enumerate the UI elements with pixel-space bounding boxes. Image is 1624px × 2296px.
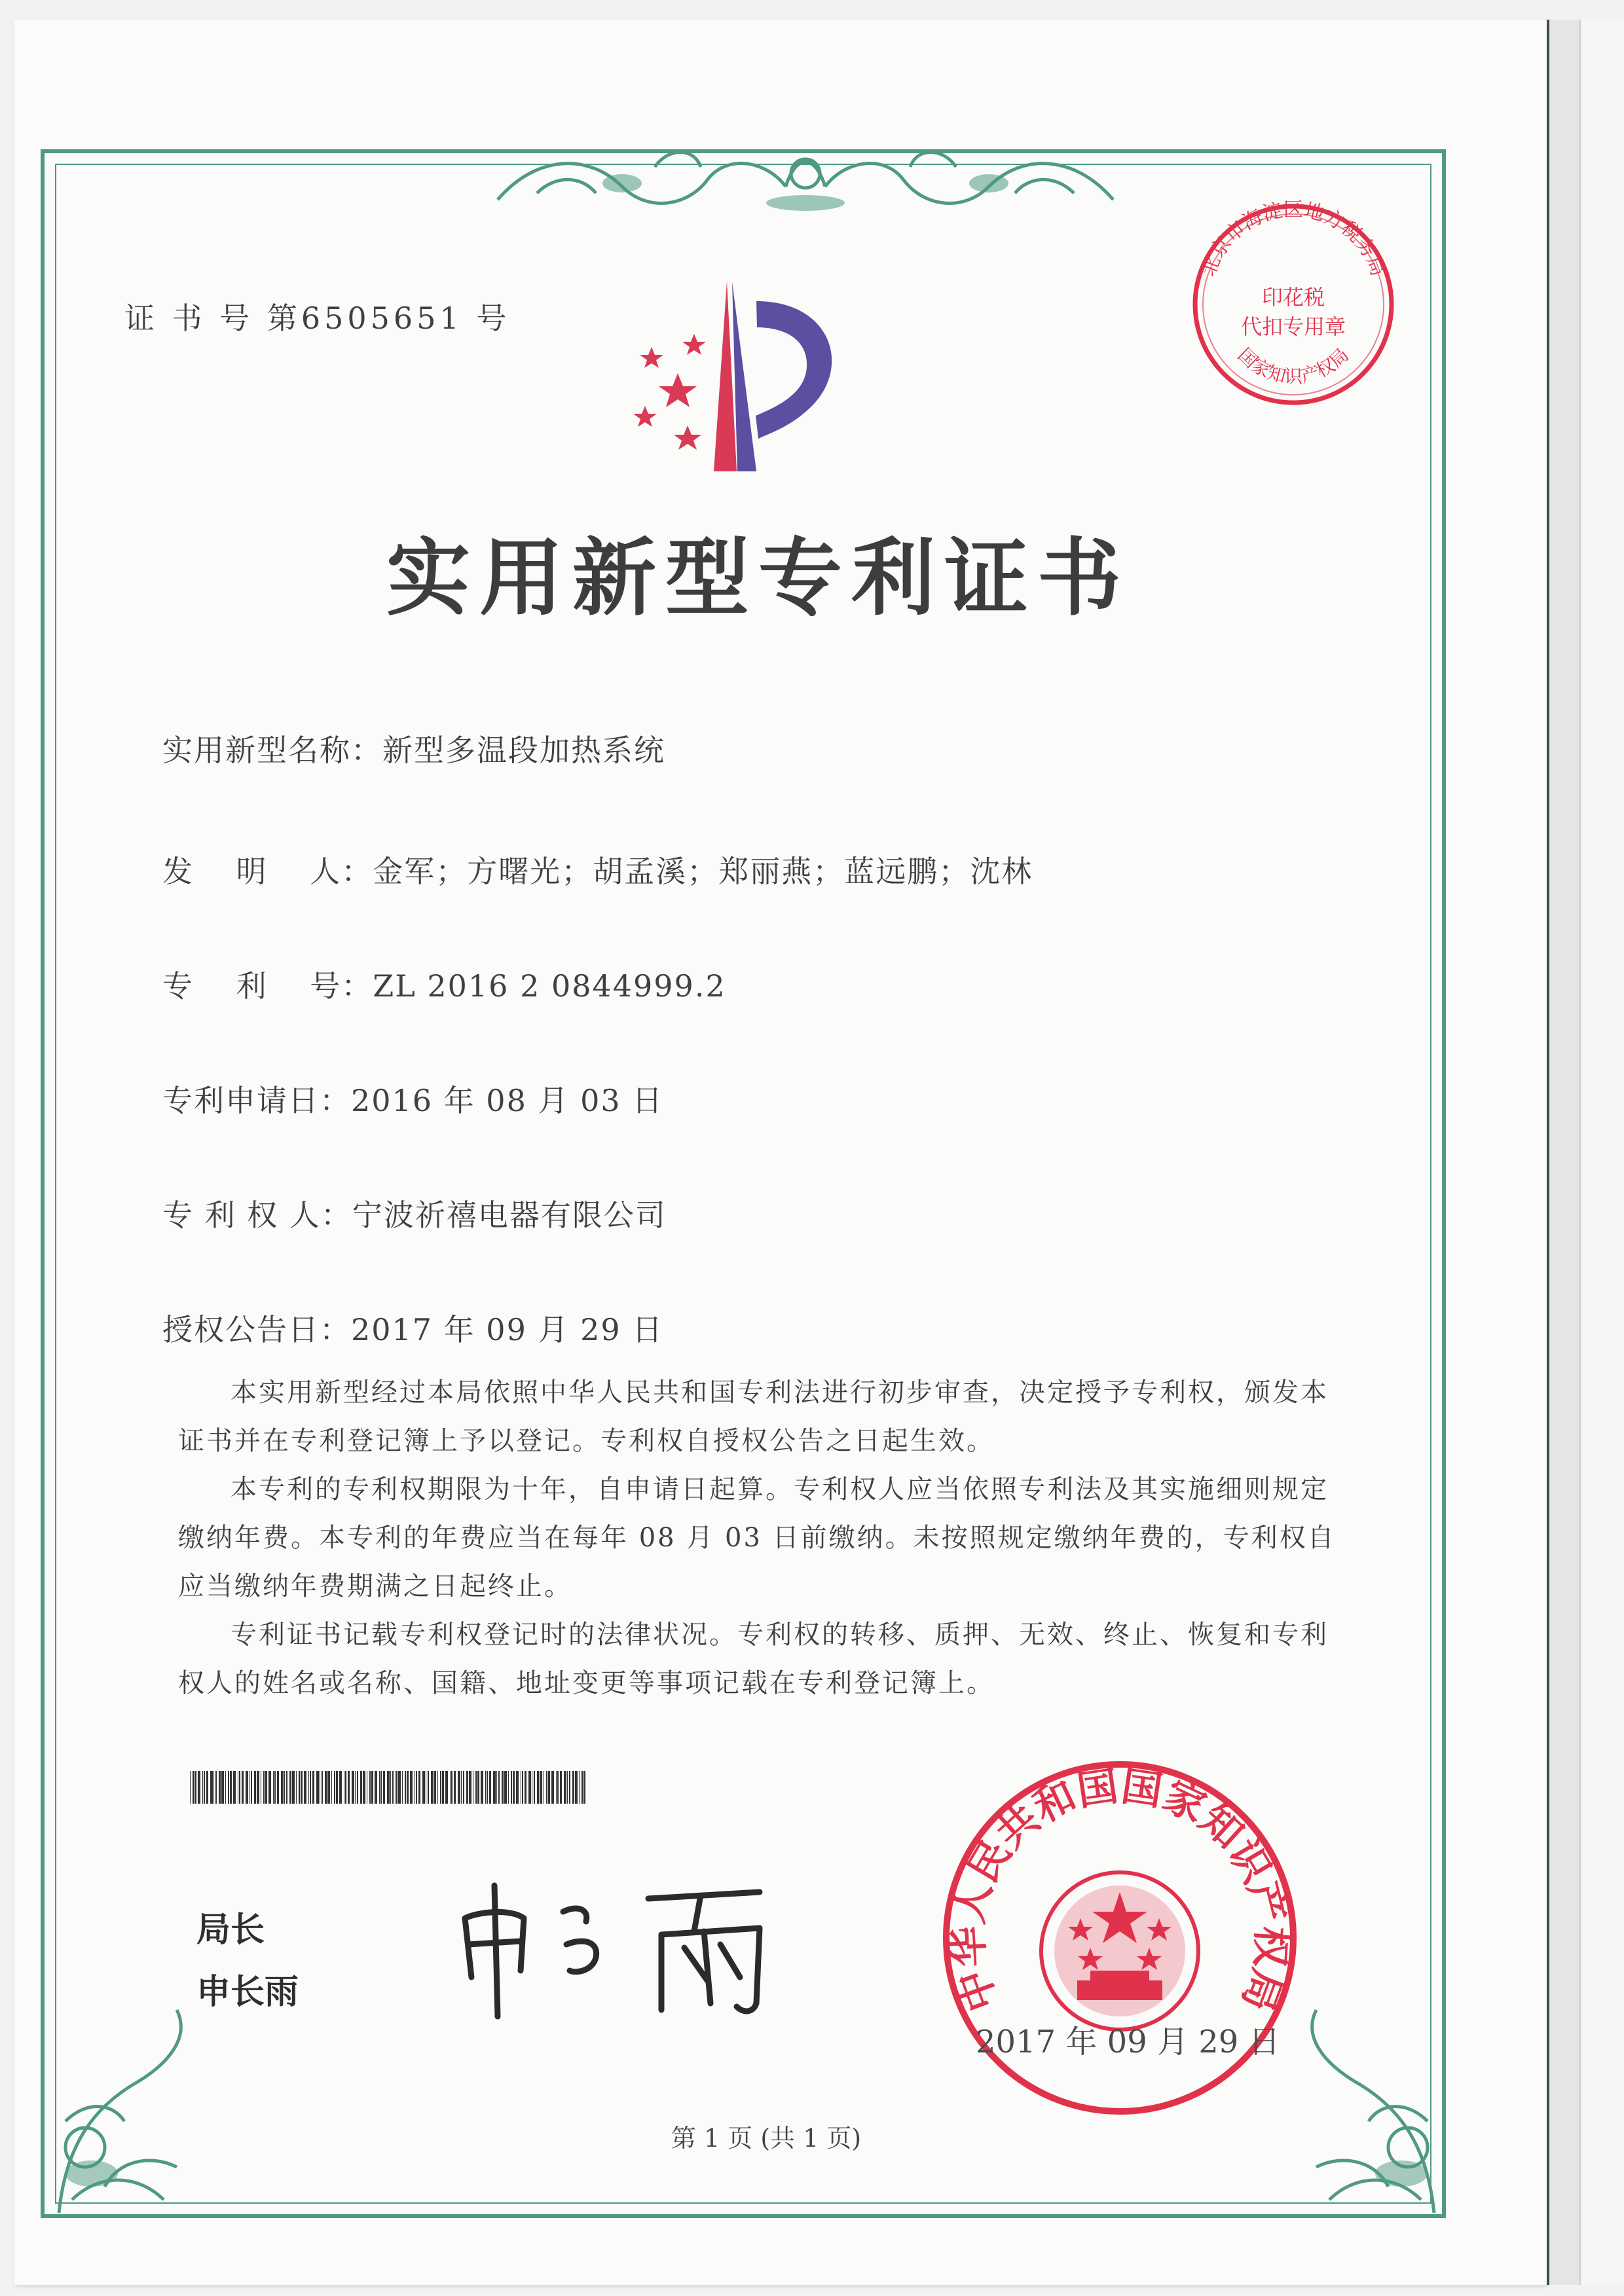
field-label: 专 利 号： bbox=[162, 968, 373, 1004]
director-name: 申长雨 bbox=[196, 1973, 299, 2012]
field-value: 2016 年 08 月 03 日 bbox=[351, 1083, 664, 1118]
barcode-bar bbox=[352, 1771, 354, 1804]
barcode-bar bbox=[511, 1771, 512, 1804]
body-paragraph: 本专利的专利权期限为十年，自申请日起算。专利权人应当依照专利法及其实施细则规定缴纳年费。本专利的年费应当在每年 08 月 03 日前缴纳。未按照规定缴纳年费的，专利权自应当缴纳年费期满之日起终止。 bbox=[178, 1474, 1336, 1601]
field-label: 专 利 权 人： bbox=[162, 1197, 352, 1233]
barcode-bar bbox=[221, 1771, 224, 1804]
barcode-bar bbox=[487, 1771, 488, 1804]
barcode-bar bbox=[194, 1771, 196, 1804]
field-label: 授权公告日： bbox=[162, 1312, 351, 1347]
barcode-bar bbox=[230, 1771, 232, 1804]
barcode-bar bbox=[442, 1771, 444, 1804]
field-patentee bbox=[162, 1192, 667, 1235]
barcode-bar bbox=[357, 1771, 358, 1804]
barcode-bar bbox=[380, 1771, 382, 1804]
barcode-bar bbox=[239, 1771, 240, 1804]
barcode-bar bbox=[477, 1771, 479, 1804]
barcode-bar bbox=[466, 1771, 468, 1804]
page-title: 实用新型专利证书 bbox=[386, 529, 1131, 627]
barcode bbox=[190, 1771, 589, 1804]
svg-text:国家知识产权局 bbox=[1234, 344, 1353, 387]
barcode-bar bbox=[502, 1771, 504, 1804]
barcode-bar bbox=[193, 1771, 194, 1804]
barcode-bar bbox=[513, 1771, 515, 1804]
barcode-bar bbox=[557, 1771, 559, 1804]
barcode-bar bbox=[325, 1771, 327, 1804]
barcode-bar bbox=[437, 1771, 438, 1804]
barcode-bar bbox=[398, 1771, 401, 1804]
barcode-bar bbox=[463, 1771, 464, 1804]
barcode-bar bbox=[551, 1771, 554, 1804]
barcode-bar bbox=[339, 1771, 342, 1804]
official-seal-text: 中华人民共和国国家知识产权局 bbox=[943, 1761, 1297, 2018]
barcode-bar bbox=[369, 1771, 371, 1804]
barcode-bar bbox=[396, 1771, 397, 1804]
barcode-bar bbox=[481, 1771, 483, 1804]
barcode-bar bbox=[431, 1771, 433, 1804]
barcode-bar bbox=[489, 1771, 491, 1804]
barcode-bar bbox=[575, 1771, 578, 1804]
barcode-bar bbox=[407, 1771, 409, 1804]
barcode-bar bbox=[265, 1771, 267, 1804]
barcode-bar bbox=[493, 1771, 496, 1804]
director-signature bbox=[452, 1872, 805, 2030]
barcode-bar bbox=[498, 1771, 500, 1804]
barcode-bar bbox=[334, 1771, 335, 1804]
certificate-number: 证 书 号 第6505651 号 bbox=[124, 301, 511, 336]
svg-text:北京市海淀区地方税务局 bbox=[1197, 198, 1390, 280]
barcode-bar bbox=[461, 1771, 462, 1804]
barcode-bar bbox=[363, 1771, 365, 1804]
barcode-bar bbox=[522, 1771, 523, 1804]
barcode-bar bbox=[422, 1771, 425, 1804]
official-seal bbox=[936, 1755, 1303, 2121]
barcode-bar bbox=[355, 1771, 356, 1804]
tax-stamp-line2: 代扣专用章 bbox=[1240, 314, 1346, 339]
field-label: 专利申请日： bbox=[162, 1083, 351, 1118]
barcode-bar bbox=[233, 1771, 236, 1804]
barcode-bar bbox=[405, 1771, 406, 1804]
barcode-bar bbox=[273, 1771, 274, 1804]
field-value: 2017 年 09 月 29 日 bbox=[351, 1312, 664, 1347]
barcode-bar bbox=[560, 1771, 562, 1804]
barcode-bar bbox=[548, 1771, 550, 1804]
field-inventors bbox=[162, 848, 1033, 891]
barcode-bar bbox=[331, 1771, 332, 1804]
barcode-bar bbox=[579, 1771, 580, 1804]
field-patent-number bbox=[162, 962, 726, 1006]
barcode-bar bbox=[246, 1771, 248, 1804]
barcode-bar bbox=[228, 1771, 229, 1804]
barcode-bar bbox=[286, 1771, 287, 1804]
barcode-bar bbox=[284, 1771, 285, 1804]
barcode-bar bbox=[251, 1771, 252, 1804]
barcode-bar bbox=[204, 1771, 205, 1804]
barcode-bar bbox=[516, 1771, 519, 1804]
barcode-bar bbox=[190, 1771, 191, 1804]
barcode-bar bbox=[215, 1771, 217, 1804]
barcode-bar bbox=[402, 1771, 403, 1804]
barcode-bar bbox=[242, 1771, 244, 1804]
barcode-bar bbox=[225, 1771, 226, 1804]
field-value: ZL 2016 2 0844999.2 bbox=[373, 968, 726, 1004]
barcode-bar bbox=[375, 1771, 377, 1804]
tax-stamp-outer-text: 北京市海淀区地方税务局 bbox=[1196, 198, 1390, 280]
barcode-bar bbox=[383, 1771, 385, 1804]
barcode-bar bbox=[322, 1771, 323, 1804]
barcode-bar bbox=[392, 1771, 394, 1804]
field-value: 金军；方曙光；胡孟溪；郑丽燕；蓝远鹏；沈林 bbox=[373, 854, 1033, 889]
body-paragraph: 专利证书记载专利权登记时的法律状况。专利权的转移、质押、无效、终止、恢复和专利权人的姓名或名称、国籍、地址变更等事项记载在专利登记簿上。 bbox=[178, 1620, 1329, 1698]
barcode-bar bbox=[537, 1771, 539, 1804]
barcode-bar bbox=[434, 1771, 436, 1804]
barcode-bar bbox=[525, 1771, 526, 1804]
barcode-bar bbox=[371, 1771, 373, 1804]
body-paragraph: 本实用新型经过本局依照中华人民共和国专利法进行初步审查，决定授予专利权，颁发本证书并在专利登记簿上予以登记。专利权自授权公告之日起生效。 bbox=[178, 1377, 1329, 1456]
barcode-bar bbox=[213, 1771, 214, 1804]
barcode-bar bbox=[327, 1771, 330, 1804]
barcode-bar bbox=[445, 1771, 448, 1804]
barcode-bar bbox=[308, 1771, 309, 1804]
barcode-bar bbox=[410, 1771, 413, 1804]
barcode-bar bbox=[345, 1771, 346, 1804]
page-number: 第 1 页 (共 1 页) bbox=[671, 2124, 862, 2153]
barcode-bar bbox=[485, 1771, 486, 1804]
national-emblem-icon bbox=[1041, 1872, 1198, 2030]
barcode-bar bbox=[310, 1771, 311, 1804]
barcode-bar bbox=[289, 1771, 291, 1804]
field-value: 宁波祈禧电器有限公司 bbox=[352, 1197, 667, 1233]
barcode-bar bbox=[569, 1771, 570, 1804]
barcode-bar bbox=[360, 1771, 362, 1804]
barcode-bar bbox=[556, 1771, 557, 1804]
barcode-bar bbox=[257, 1771, 259, 1804]
barcode-bar bbox=[567, 1771, 568, 1804]
barcode-bar bbox=[418, 1771, 420, 1804]
barcode-bar bbox=[292, 1771, 295, 1804]
barcode-bar bbox=[336, 1771, 338, 1804]
barcode-bar bbox=[469, 1771, 471, 1804]
official-seal-date: 2017 年 09 月 29 日 bbox=[976, 2024, 1280, 2060]
barcode-bar bbox=[534, 1771, 535, 1804]
field-application-date bbox=[162, 1077, 663, 1120]
barcode-bar bbox=[440, 1771, 441, 1804]
barcode-bar bbox=[496, 1771, 497, 1804]
certificate-body bbox=[178, 1368, 1350, 1707]
barcode-bar bbox=[206, 1771, 208, 1804]
barcode-bar bbox=[416, 1771, 417, 1804]
barcode-bar bbox=[274, 1771, 276, 1804]
barcode-bar bbox=[210, 1771, 213, 1804]
barcode-bar bbox=[268, 1771, 271, 1804]
barcode-bar bbox=[219, 1771, 221, 1804]
field-grant-date bbox=[162, 1306, 663, 1349]
barcode-bar bbox=[304, 1771, 306, 1804]
cnipa-logo-icon bbox=[616, 275, 864, 484]
barcode-bar bbox=[428, 1771, 429, 1804]
barcode-bar bbox=[312, 1771, 314, 1804]
tax-stamp-line1: 印花税 bbox=[1261, 285, 1325, 310]
barcode-bar bbox=[301, 1771, 303, 1804]
tax-stamp-bottom-text: 国家知识产权局 bbox=[1233, 344, 1354, 388]
field-label: 发 明 人： bbox=[162, 854, 373, 889]
barcode-bar bbox=[281, 1771, 284, 1804]
barcode-bar bbox=[348, 1771, 350, 1804]
field-utility-model-name bbox=[162, 727, 665, 770]
barcode-bar bbox=[296, 1771, 297, 1804]
bottom-left-ornament-icon bbox=[46, 2003, 216, 2219]
barcode-bar bbox=[564, 1771, 566, 1804]
top-ornament-icon bbox=[458, 128, 1153, 226]
barcode-bar bbox=[202, 1771, 203, 1804]
barcode-bar bbox=[475, 1771, 477, 1804]
barcode-bar bbox=[583, 1771, 585, 1804]
barcode-bar bbox=[572, 1771, 574, 1804]
barcode-bar bbox=[450, 1771, 451, 1804]
barcode-bar bbox=[277, 1771, 279, 1804]
director-title: 局长 bbox=[196, 1910, 265, 1950]
barcode-bar bbox=[379, 1771, 380, 1804]
barcode-bar bbox=[198, 1771, 200, 1804]
barcode-bar bbox=[387, 1771, 390, 1804]
barcode-bar bbox=[451, 1771, 452, 1804]
field-label: 实用新型名称： bbox=[162, 733, 382, 768]
barcode-bar bbox=[390, 1771, 391, 1804]
barcode-bar bbox=[316, 1771, 319, 1804]
binding-edge bbox=[1547, 20, 1582, 2285]
field-value: 新型多温段加热系统 bbox=[382, 733, 665, 768]
barcode-bar bbox=[581, 1771, 583, 1804]
barcode-bar bbox=[528, 1771, 531, 1804]
barcode-bar bbox=[508, 1771, 509, 1804]
barcode-bar bbox=[504, 1771, 507, 1804]
barcode-bar bbox=[254, 1771, 256, 1804]
tax-stamp-seal bbox=[1185, 196, 1401, 412]
barcode-bar bbox=[263, 1771, 265, 1804]
page-edge bbox=[1579, 20, 1624, 2285]
barcode-bar bbox=[458, 1771, 460, 1804]
barcode-bar bbox=[299, 1771, 300, 1804]
barcode-bar bbox=[540, 1771, 542, 1804]
barcode-bar bbox=[454, 1771, 456, 1804]
barcode-bar bbox=[546, 1771, 547, 1804]
